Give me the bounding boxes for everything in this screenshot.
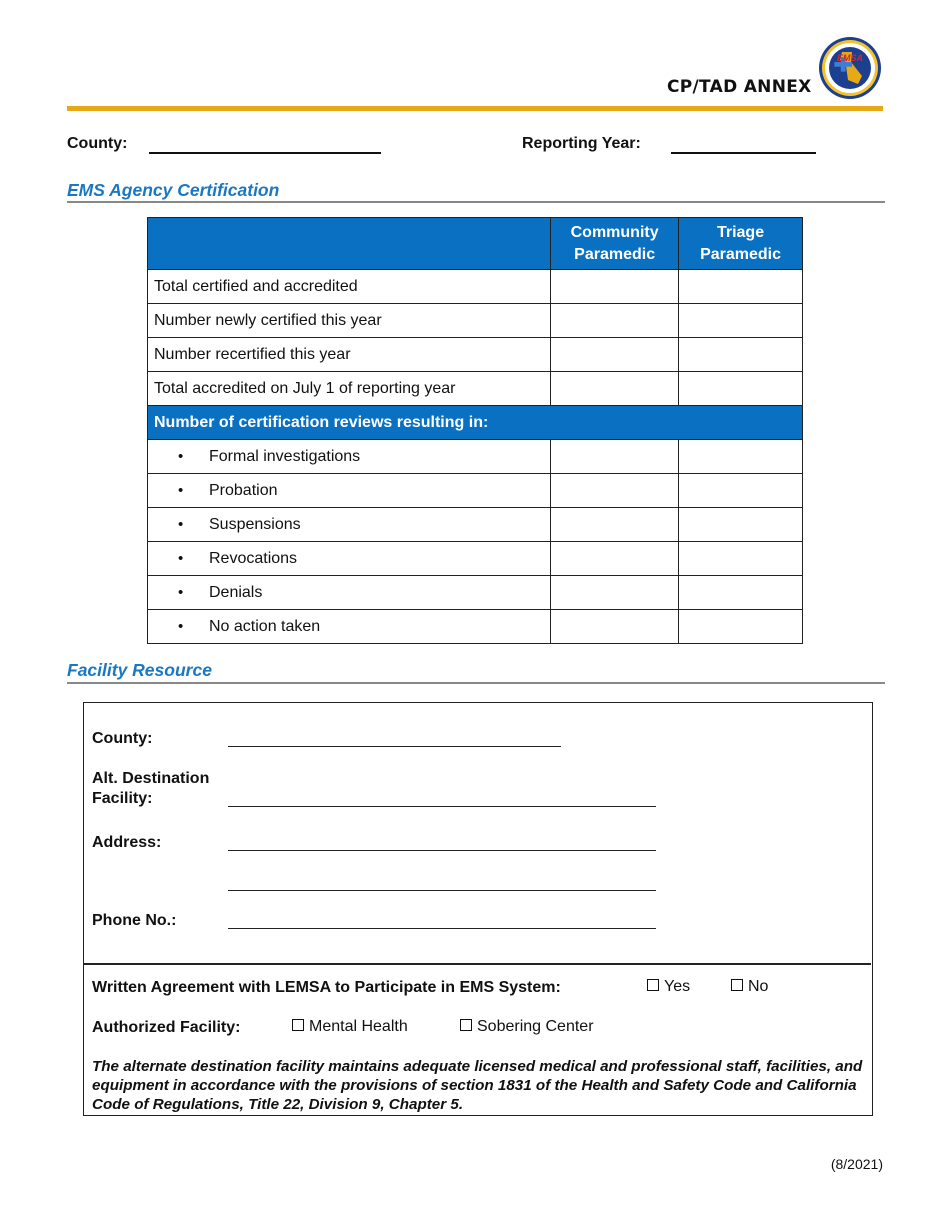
table-row bbox=[148, 474, 803, 508]
agreement-label: Written Agreement with LEMSA to Participate in EMS System: bbox=[92, 979, 561, 996]
cell-triage-input[interactable] bbox=[679, 304, 803, 338]
cell-triage-input[interactable] bbox=[679, 576, 803, 610]
row-label: Revocations bbox=[209, 549, 298, 567]
mental-health-checkbox[interactable]: Mental Health bbox=[292, 1018, 408, 1036]
page-title: CP/TAD ANNEX bbox=[667, 77, 812, 97]
cell-triage-input[interactable] bbox=[679, 474, 803, 508]
bullet: • bbox=[178, 515, 184, 533]
address-label: Address: bbox=[92, 834, 162, 851]
facility-county-label: County: bbox=[92, 730, 153, 747]
bullet: • bbox=[178, 481, 184, 499]
address-field-line-1[interactable] bbox=[228, 850, 656, 851]
row-label: Denials bbox=[209, 583, 263, 601]
row-label: Total certified and accredited bbox=[148, 270, 551, 304]
alt-destination-label: Alt. Destination Facility: bbox=[92, 770, 210, 807]
row-label: Probation bbox=[209, 481, 278, 499]
row-label: Suspensions bbox=[209, 515, 301, 533]
table-row bbox=[148, 270, 803, 304]
header-rule bbox=[67, 106, 883, 111]
bullet: • bbox=[178, 549, 184, 567]
checkbox-icon bbox=[647, 979, 659, 991]
cell-community-input[interactable] bbox=[551, 542, 679, 576]
cell-community-input[interactable] bbox=[551, 304, 679, 338]
facility-box bbox=[83, 702, 873, 1116]
facility-section-title: Facility Resource bbox=[67, 660, 212, 680]
facility-section-rule bbox=[67, 682, 885, 684]
table-row bbox=[148, 304, 803, 338]
cell-community-input[interactable] bbox=[551, 372, 679, 406]
table-header-blank bbox=[148, 218, 551, 270]
facility-statement: The alternate destination facility maintains adequate licensed medical and professional staff, facilities, and equipment in accordance with the provisions of section 1831 of the Health and Safety Code and California Code of Regulations, Title 22, Division 9, Chapter 5. bbox=[92, 1058, 863, 1113]
checkbox-icon bbox=[292, 1019, 304, 1031]
agreement-yes-checkbox[interactable]: Yes bbox=[647, 978, 690, 996]
table-subheader-row bbox=[148, 406, 803, 440]
col-header-triage-paramedic: Triage Paramedic bbox=[679, 218, 803, 270]
alt-destination-field[interactable] bbox=[228, 806, 656, 807]
cell-triage-input[interactable] bbox=[679, 508, 803, 542]
bullet: • bbox=[178, 447, 184, 465]
cert-section-rule bbox=[67, 201, 885, 203]
table-row bbox=[148, 542, 803, 576]
cert-section-title: EMS Agency Certification bbox=[67, 180, 280, 200]
row-label: Total accredited on July 1 of reporting year bbox=[148, 372, 551, 406]
table-row bbox=[148, 440, 803, 474]
row-label: Number recertified this year bbox=[148, 338, 551, 372]
logo-text: EMSA bbox=[836, 53, 864, 63]
reviews-subheader: Number of certification reviews resulting in: bbox=[148, 406, 803, 440]
facility-county-field[interactable] bbox=[228, 746, 561, 747]
cell-triage-input[interactable] bbox=[679, 270, 803, 304]
row-label: Number newly certified this year bbox=[148, 304, 551, 338]
cell-community-input[interactable] bbox=[551, 474, 679, 508]
row-label: No action taken bbox=[209, 617, 321, 635]
cell-community-input[interactable] bbox=[551, 610, 679, 644]
phone-label: Phone No.: bbox=[92, 912, 177, 929]
col-header-community-paramedic: Community Paramedic bbox=[551, 218, 679, 270]
address-field-line-2[interactable] bbox=[228, 890, 656, 891]
sobering-center-checkbox[interactable]: Sobering Center bbox=[460, 1018, 594, 1036]
certification-table bbox=[147, 217, 803, 644]
cell-community-input[interactable] bbox=[551, 270, 679, 304]
table-header-row bbox=[148, 218, 803, 270]
cell-community-input[interactable] bbox=[551, 338, 679, 372]
cell-triage-input[interactable] bbox=[679, 542, 803, 576]
table-row bbox=[148, 508, 803, 542]
emsa-logo bbox=[818, 36, 882, 100]
county-label: County: bbox=[67, 135, 128, 152]
reporting-year-field[interactable] bbox=[671, 152, 816, 154]
cell-community-input[interactable] bbox=[551, 576, 679, 610]
cell-triage-input[interactable] bbox=[679, 372, 803, 406]
cell-community-input[interactable] bbox=[551, 508, 679, 542]
cell-triage-input[interactable] bbox=[679, 338, 803, 372]
phone-field[interactable] bbox=[228, 928, 656, 929]
table-row bbox=[148, 576, 803, 610]
facility-box-divider bbox=[83, 963, 871, 965]
checkbox-icon bbox=[731, 979, 743, 991]
bullet: • bbox=[178, 583, 184, 601]
reporting-year-label: Reporting Year: bbox=[522, 135, 641, 152]
table-row bbox=[148, 372, 803, 406]
checkbox-icon bbox=[460, 1019, 472, 1031]
bullet: • bbox=[178, 617, 184, 635]
table-row bbox=[148, 610, 803, 644]
table-row bbox=[148, 338, 803, 372]
cell-triage-input[interactable] bbox=[679, 440, 803, 474]
revision-date: (8/2021) bbox=[830, 1156, 883, 1172]
row-label: Formal investigations bbox=[209, 447, 361, 465]
agreement-no-checkbox[interactable]: No bbox=[731, 978, 768, 996]
cell-community-input[interactable] bbox=[551, 440, 679, 474]
county-field[interactable] bbox=[149, 152, 381, 154]
cell-triage-input[interactable] bbox=[679, 610, 803, 644]
authorized-facility-label: Authorized Facility: bbox=[92, 1019, 241, 1036]
